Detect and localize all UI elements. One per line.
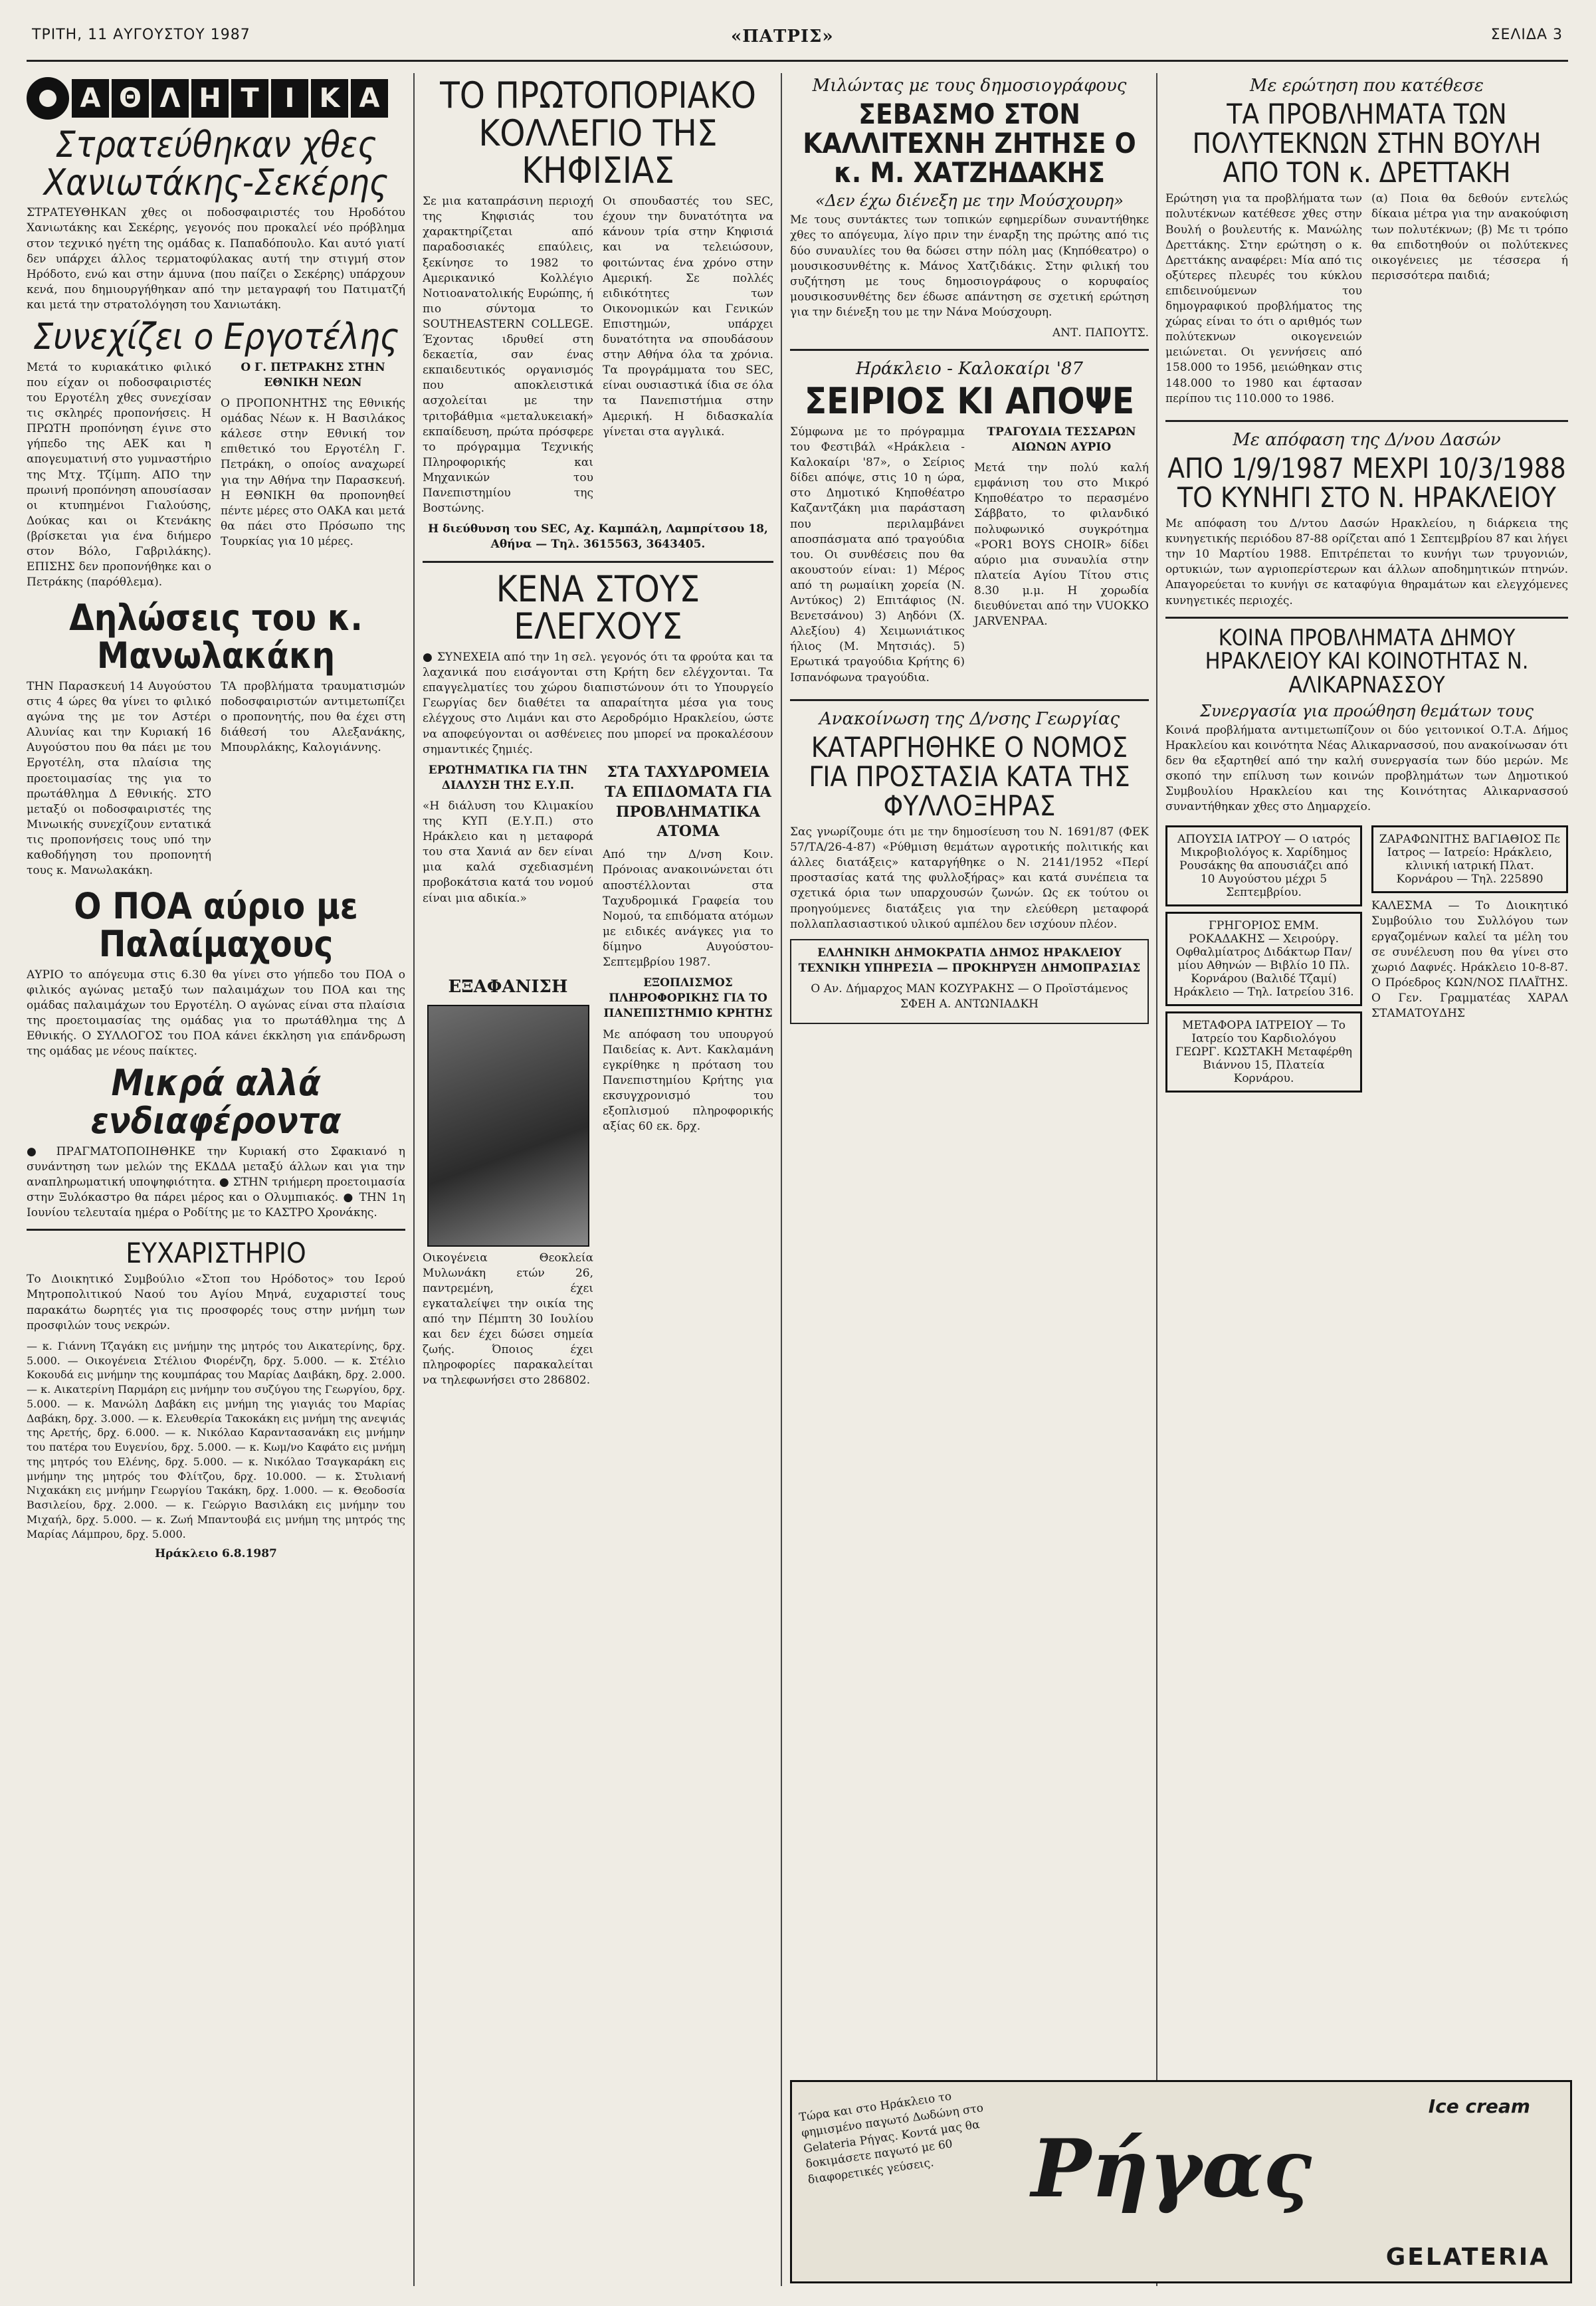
article-text: Ο ΠΡΟΠΟΝΗΤΗΣ της Εθνικής ομάδας Νέων κ. Η Βασιλάκος κάλεσε στην Εθνική τον επιθετικό του Εργοτέλη Γ. Πετράκη, ο οποίος αναχωρεί για την Αθήνα την Παρασκευή. Η ΕΘΝΙΚΗ θα προπονηθεί πέντε μέρες στο ΟΑΚΑ και μετά θα πάει στο Πρόσωπο της Τουρκίας για 10 μέρες. xyxy=(221,397,405,549)
subheading: Ο Γ. ΠΕΤΡΑΚΗΣ ΣΤΗΝ ΕΘΝΙΚΗ ΝΕΩΝ xyxy=(241,360,385,389)
masthead: «ΠΑΤΡΙΣ» xyxy=(731,27,834,47)
article-text: (α) Ποια θα δεθούν εντελώς δίκαια μέτρα για την ανακούφιση των πολυτέκνων; (β) Με τι τρόπο θα επιδοτηθούν οι πολύτεκνες οικογένειες με τέσσερα ή περισσότερα παιδιά; xyxy=(1371,192,1568,282)
article-text: Με απόφαση του υπουργού Παιδείας κ. Αντ. Κακλαμάνη εγκρίθηκε η πρόταση του Πανεπιστημίου Κρήτης για εκσυγχρονισμό του εξοπλισμού πληροφορικής αξίας 60 εκ. δρχ. xyxy=(603,1027,773,1134)
article-text: Από την Δ/νση Κοιν. Πρόνοιας ανακοινώνεται ότι αποστέλλονται στα Ταχυδρομικά Γραφεία του Νομού, τα επιδόματα ατόμων με ειδικές ανάγκες για το δίμηνο Αυγούστου-Σεπτεμβρίου 1987. xyxy=(603,848,773,970)
article-text: Με απόφαση του Δ/ντου Δασών Ηρακλείου, η διάρκεια της κυνηγετικής περιόδου 87-88 ορίζεται από 1 Σεπτεμβρίου 87 και λήγει την 10 Μαρτίου 1988. Επιτρέπεται το κυνήγι των τρυγονιών, ορτυκιών, των αγριοπερίστερων και άλλων αποδημητικών πτηνών. Απαγορεύεται το κυνήγι σε καταφύγια θηραμάτων και ελεγχόμενες κυνηγετικές περιοχές. xyxy=(1165,517,1568,607)
missing-text: Οικογένεια Θεοκλεία Μυλωνάκη ετών 26, παντρεμένη, έχει εγκαταλείψει την οικία της από την Πέμπτη 30 Ιουλίου και δεν έχει δώσει σημεία ζωής. Όποιος έχει πληροφορίες παρακαλείται να τηλεφωνήσει στο 286802. xyxy=(423,1251,593,1388)
article-text: Ερώτηση για τα προβλήματα των πολυτέκνων κατέθεσε χθες στην Βουλή ο βουλευτής κ. Μανώλης Δρεττάκης. Στην ερώτηση ο κ. Δρεττάκης αναφέρει: Μία από τις οξύτερες πλευρές του κύκλου επιδεινούμενων του δημογραφικού προβλήματος της χώρας είναι το ότι ο αριθμός των πολύτεκνων οικογενειών μειώνεται. Οι γεννήσεις από 158.000 το 1956, μειώθηκαν στις 148.000 το 1980 και έφτασαν περίπου τις 110.000 το 1986. xyxy=(1165,192,1362,405)
notice-signatures: Ο Αν. Δήμαρχος ΜΑΝ ΚΟΖΥΡΑΚΗΣ — Ο Προϊστάμενος ΣΦΕΗ Α. ΑΝΤΩΝΙΑΔΚΗ xyxy=(811,982,1128,1011)
missing-title: ΕΞΑΦΑΝΙΣΗ xyxy=(448,977,568,997)
subheading: Συνεργασία για προώθηση θεμάτων τους xyxy=(1200,701,1534,720)
page-number: ΣΕΛΙΔΑ 3 xyxy=(1490,27,1563,43)
issue-date: ΤΡΙΤΗ, 11 ΑΥΓΟΥΣΤΟΥ 1987 xyxy=(32,27,250,43)
kicker: Με ερώτηση που κατέθεσε xyxy=(1250,76,1484,96)
subheading: ΣΤΑ ΤΑΧΥΔΡΟΜΕΙΑ ΤΑ ΕΠΙΔΟΜΑΤΑ ΓΙΑ ΠΡΟΒΛΗΜΑΤΙΚΑ ΑΤΟΜΑ xyxy=(605,763,771,841)
article-text: Μετά το κυριακάτικο φιλικό που είχαν οι ποδοσφαιριστές του Εργοτέλη χθες συνεχίσαν τις σκληρές προπονήσεις. Η ΠΡΩΤΗ προπόνηση έγινε στο γήπεδο της ΑΕΚ και η απογευματινή στο γυμναστήριο της Μτχ. Τζίμπη. ΑΠΟ την πρωινή προπόνηση απουσίασαν οι κτυπημένοι Γιαλούσης, Δούκας και οι Κτενάκης (βρίσκεται για ένα διήμερο στον Βόλο, Γαβριλάκης). ΕΠΙΣΗΣ δεν προπονήθηκε και ο Πετράκης (παρόθλεμα). xyxy=(27,360,211,589)
banner-letter: Η xyxy=(191,79,229,118)
article-text: ΣΤΡΑΤΕΥΘΗΚΑΝ χθες οι ποδοσφαιριστές του Ηροδότου Χανιωτάκης και Σεκέρης, γεγονός που προκαλεί νέο πρόβλημα στον τεχνικό ηγέτη της ομάδας κ. Παπαδόπουλο. Και αυτό γιατί δεν υπάρχει άλλος τερματοφύλακας αυτή την στιγμή στον Ηρόδοτο, ενώ και στην άμυνα (που παίζει ο Σεκέρης) υπάρχουν κενά, που δημιουργήθηκαν από την μεταγραφή του Πατιματζή και μετά την στρατολόγηση του Χανιωτάκη. xyxy=(27,206,405,312)
byline: ΑΝΤ. ΠΑΠΟΥΤΣ. xyxy=(1052,326,1149,340)
headline: ΤΑ ΠΡΟΒΛΗΜΑΤΑ ΤΩΝ ΠΟΛΥΤΕΚΝΩΝ ΣΤΗΝ ΒΟΥΛΗ ΑΠΟ ΤΟΝ κ. ΔΡΕΤΤΑΚΗ xyxy=(1192,98,1542,189)
brand-logo: Ρήγας xyxy=(1031,2122,1312,2216)
banner-letter: Ι xyxy=(271,79,308,118)
banner-letter: Λ xyxy=(151,79,189,118)
article-text: Κοινά προβλήματα αντιμετωπίζουν οι δύο γειτονικοί Ο.Τ.Α. Δήμος Ηρακλείου και κοινότητα Νέας Αλικαρνασσού, που ανακοίνωσαν ότι δεν θα εξαρτηθεί από την καλή συνεργασία των δύο μερών. Με σκοπό την επίλυση των κοινών προβλημάτων των Δημοτικού Συμβουλίου Ηρακλείου και της Κοινότητας Αλικαρνασσού συναντήθηκαν χθες στο Δημαρχείο. xyxy=(1165,723,1568,814)
kicker: Με απόφαση της Δ/νου Δασών xyxy=(1233,429,1501,450)
banner-letter: Θ xyxy=(112,79,149,118)
classified-ad: ΖΑΡΑΦΩΝΙΤΗΣ ΒΑΓΙΑΘΙΟΣ Πε Ιατρος — Ιατρείο: Ηράκλειο, κλινική ιατρική Πλατ. Κορνάρου — Τηλ. 225890 xyxy=(1371,825,1568,893)
sports-banner xyxy=(27,77,405,120)
headline: Ο ΠΟΑ αύριο με Παλαίμαχους xyxy=(74,885,358,965)
classified-ad: ΜΕΤΑΦΟΡΑ ΙΑΤΡΕΙΟΥ — Το Ιατρείο του Καρδιολόγου ΓΕΩΡΓ. ΚΩΣΤΑΚΗ Μεταφέρθη Βιάννου 15, Πλατεία Κορνάρου. xyxy=(1165,1011,1362,1093)
column-rule xyxy=(413,73,415,2286)
headline: ΚΕΝΑ ΣΤΟΥΣ ΕΛΕΓΧΟΥΣ xyxy=(496,568,700,648)
headline: Μικρά αλλά ενδιαφέροντα xyxy=(90,1062,342,1142)
article-text: ● ΣΥΝΕΧΕΙΑ από την 1η σελ. γεγονός ότι τα φρούτα και τα λαχανικά που εισάγονται στη Κρήτη δεν ελέγχονται. Τα επαγγελματίες του χώρου διαπιστώνουν ότι το Υπουργείο Γεωργίας δεν διαθέτει τα απαραίτητα μέσα για τους ελέγχους στο Λιμάνι και στο Αεροδρόμιο Ηρακλείου, ώστε να αποφεύγονται οι ασθένειες που μπορεί να προκαλέσουν σημαντικές ζημιές. xyxy=(423,650,773,756)
ice-cream-label: Ice cream xyxy=(1428,2095,1530,2117)
gelateria-ad xyxy=(790,2080,1572,2283)
column-rule xyxy=(781,73,782,2286)
headline: Συνεχίζει ο Εργοτέλης xyxy=(33,316,399,358)
article-text: «Η διάλυση του Κλιμακίου της ΚΥΠ (Ε.Υ.Π.) στο Ηράκλειο και η μεταφορά του στα Χανιά αν δεν είναι μια καλά σχεδιασμένη προβοκάτσια κατά του νομού είναι μια αδικία.» xyxy=(423,799,593,905)
thanks-title: ΕΥΧΑΡΙΣΤΗΡΙΟ xyxy=(126,1237,306,1270)
kicker: Ανακοίνωση της Δ/νσης Γεωργίας xyxy=(819,708,1120,729)
headline: ΤΟ ΠΡΩΤΟΠΟΡΙΑΚΟ ΚΟΛΛΕΓΙΟ ΤΗΣ ΚΗΦΙΣΙΑΣ xyxy=(440,74,756,192)
article-text: Μετά την πολύ καλή εμφάνιση του στο Μικρό Κηποθέατρο το περασμένο Σάββατο, το φιλανδικό πολυφωνικό συγκρότημα «POR1 BOYS CHOIR» δίδει αύριο μια συναυλία στην πλατεία Αγίου Τίτου στις 8.30 μ.μ. Η χορωδία διευθύνεται από την VUOKKO JARVENPAA. xyxy=(974,461,1149,629)
banner-letter: Κ xyxy=(311,79,348,118)
invitation-text: ΚΑΛΕΣΜΑ — Το Διοικητικό Συμβούλιο του Συλλόγου των εργαζομένων καλεί τα μέλη του σε συνέλευση που θα γίνει στο χωριό Δαφνές. Ηράκλειο 10-8-87. Ο Πρόεδρος ΚΩΝ/ΝΟΣ ΠΛΑΪΤΗΣ. Ο Γεν. Γραμματέας ΧΑΡΑΛ ΣΤΑΜΑΤΟΥΔΗΣ xyxy=(1371,899,1568,1021)
kicker: Μιλώντας με τους δημοσιογράφους xyxy=(812,76,1127,96)
headline: ΑΠΟ 1/9/1987 ΜΕΧΡΙ 10/3/1988 ΤΟ ΚΥΝΗΓΙ ΣΤΟ Ν. ΗΡΑΚΛΕΙΟΥ xyxy=(1167,451,1566,514)
headline: ΣΕΙΡΙΟΣ ΚΙ ΑΠΟΨΕ xyxy=(804,380,1135,423)
subheading: ΕΞΟΠΛΙΣΜΟΣ ΠΛΗΡΟΦΟΡΙΚΗΣ ΓΙΑ ΤΟ ΠΑΝΕΠΙΣΤΗΜΙΟ ΚΡΗΤΗΣ xyxy=(603,976,773,1021)
classified-ad: ΓΡΗΓΟΡΙΟΣ ΕΜΜ. ΡΟΚΑΔΑΚΗΣ — Χειρούργ. Οφθαλμίατρος Διδάκτωρ Παν/μίου Αθηνών — Βιβλίο 10 Πλ. Κορνάρου (Βαλιδέ Τζαμί) Ηράκλειο — Τηλ. Ιατρείου 316. xyxy=(1165,912,1362,1006)
subheading: ΕΡΩΤΗΜΑΤΙΚΑ ΓΙΑ ΤΗΝ ΔΙΑΛΥΣΗ ΤΗΣ Ε.Υ.Π. xyxy=(428,763,588,792)
missing-person-photo xyxy=(427,1005,589,1247)
banner-letter: Α xyxy=(72,79,109,118)
article-text: ● ΠΡΑΓΜΑΤΟΠΟΙΗΘΗΚΕ την Κυριακή στο Σφακιανό η συνάντηση των μελών της ΕΚΔΔΑ μεταξύ άλλων και για την αναπληρωματική υποψηφιότητα. ● ΣΤΗΝ τριήμερη προετοιμασία στην Ξυλόκαστρο θα πάρει μέρος και ο Ολυμπιακός. ● ΤΗΝ 1η Ιουνίου τελευταία ημέρα ο Ροδίτης με το ΚΑΣΤΡΟ Χρονάκης. xyxy=(27,1144,405,1220)
football-icon xyxy=(27,77,69,120)
sports-column xyxy=(27,73,405,2286)
ad-copy: Τώρα και στο Ηράκλειο το φημισμένο παγωτό Δωδώνη στο Gelateria Ρήγας. Κοντά μας θα δοκιμάσετε παγωτό με 60 διαφορετικές γεύσεις. xyxy=(798,2089,985,2187)
headline: ΚΟΙΝΑ ΠΡΟΒΛΗΜΑΤΑ ΔΗΜΟΥ ΗΡΑΚΛΕΙΟΥ ΚΑΙ ΚΟΙΝΟΤΗΤΑΣ Ν. ΑΛΙΚΑΡΝΑΣΣΟΥ xyxy=(1205,624,1529,699)
college-column xyxy=(423,73,773,2286)
college-info: Η διεύθυνση του SEC, Αχ. Καμπάλη, Λαμπρίτσου 18, Αθήνα — Τηλ. 3615563, 3643405. xyxy=(428,522,768,552)
article-text: Οι σπουδαστές του SEC, έχουν την δυνατότητα να κάνουν τρία στην Κηφισιά και να τελειώσουν, φοιτώντας ένα χρόνο στην Αμερική. Σε πολλές ειδικότητες των Οικονομικών και Γενικών Επιστημών, υπάρχει δυνατότητα να σπουδάσουν στην Αθήνα όλα τα χρόνια. Τα προγράμματα του SEC, είναι ουσιαστικά ίδια σε όλα τα Πανεπιστήμια στην Αμερική. Η διδασκαλία γίνεται στα αγγλικά. xyxy=(603,195,773,439)
news-column xyxy=(1165,73,1568,2286)
column-rule xyxy=(1156,73,1157,2286)
article-text: Σύμφωνα με το πρόγραμμα του Φεστιβάλ «Ηράκλεια - Καλοκαίρι '87», ο Σείριος δίδει απόψε, στις 10 η ώρα, στο Δημοτικό Κηποθέατρο Καζαντζάκη μια παράσταση που περιλαμβάνει αποσπάσματα από τραγούδια του. Οι συνθέσεις που θα ακουστούν είναι: 1) Μέρος από τη ρωμαίικη χορεία (Ν. Αντύκος) 2) Επιτάφιος (Ν. Βενετσάνου) 3) Αηδόνι (Χ. Αλεξίου) 4) Χειμωνιάτικος ήλιος (Μ. Μητσιάς). 5) Ερωτικά τραγούδια Κρήτης 6) Ισπανόφωνα τραγούδια. xyxy=(790,425,965,684)
thanks-text: Το Διοικητικό Συμβούλιο «Στοπ του Ηρόδοτος» του Ιερού Μητροπολιτικού Ναού του Αγίου Μηνά, ευχαριστεί τους παρακάτω δωρητές για τις προσφορές τους στην μνήμη των προσφιλών τους νεκρών. xyxy=(27,1273,405,1332)
thanks-signature: Ηράκλειο 6.8.1987 xyxy=(155,1547,277,1561)
subheading: «Δεν έχω διένεξη με την Μούσχουρη» xyxy=(815,191,1124,211)
article-text: ΑΥΡΙΟ το απόγευμα στις 6.30 θα γίνει στο γήπεδο του ΠΟΑ ο φιλικός αγώνας μεταξύ των παλαιμάχων του ΠΟΑ και της ομάδας παλαιμάχων του Εργοτέλη. Ο αγώνας είναι στα πλαίσια της προετοιμασίας της ομάδας για το πρωτάθλημα της Δ Εθνικής. Ο ΣΥΛΛΟΓΟΣ του ΠΟΑ κάνει έκκληση για επάνδρωση της ομάδας με νέους παίκτες. xyxy=(27,968,405,1059)
headline: Στρατεύθηκαν χθες Χανιωτάκης-Σεκέρης xyxy=(43,124,389,203)
article-text: Σας γνωρίζουμε ότι με την δημοσίευση του Ν. 1691/87 (ΦΕΚ 57/ΤΑ/26-4-87) «Ρύθμιση θεμάτων αγροτικής πολιτικής και άλλες διατάξεις» καταργήθηκε ο Ν. 2141/1952 «Περί προστασίας κατά της φυλλοξήρας» και κατά συνέπεια τα σχετικά όρια των υπαρχουσών ζωνών. Ως εκ τούτου οι προηγούμενες διατάξεις για την ελεύθερη μεταφορά πολλαπλασιαστικού υλικού αμπέλου δεν ισχύουν πλέον. xyxy=(790,825,1149,931)
page-header xyxy=(27,27,1568,62)
notice-heading: ΕΛΛΗΝΙΚΗ ΔΗΜΟΚΡΑΤΙΑ ΔΗΜΟΣ ΗΡΑΚΛΕΙΟΥ ΤΕΧΝΙΚΗ ΥΠΗΡΕΣΙΑ — ΠΡΟΚΗΡΥΞΗ ΔΗΜΟΠΡΑΣΙΑΣ xyxy=(798,946,1141,975)
article-text: Σε μια καταπράσινη περιοχή της Κηφισιάς του χαρακτηρίζεται από παραδοσιακές επαύλεις, ξεκίνησε το 1982 το Αμερικανικό Κολλέγιο Νοτιοανατολικής Ευρώπης, ή πιο σύντομα το SOUTHEASTERN COLLEGE. Έχοντας ιδρυθεί στη δεκαετία, σαν ένας εκπαιδευτικός οργανισμός που αποκλειστικά ασχολείται με την τριτοβάθμια «μεταλυκειακή» εκπαίδευση, πρώτα πρόσφερε το πρόγραμμα Τεχνικής Πληροφορικής και Μηχανικών του Πανεπιστημίου της Βοστώνης. xyxy=(423,195,593,516)
headline: ΚΑΤΑΡΓΗΘΗΚΕ Ο ΝΟΜΟΣ ΓΙΑ ΠΡΟΣΤΑΣΙΑ ΚΑΤΑ ΤΗΣ ΦΥΛΛΟΞΗΡΑΣ xyxy=(809,730,1130,822)
gelateria-label: GELATERIA xyxy=(1385,2244,1550,2271)
headline: Δηλώσεις του κ. Μανωλακάκη xyxy=(69,597,363,677)
article-text: ΤΗΝ Παρασκευή 14 Αυγούστου στις 4 ώρες θα γίνει το φιλικό αγώνα της με τον Αστέρι Αλυνίας και την Κυριακή 16 Αυγούστου που θα πάει με του Εργοτέλη, στα πλαίσια της προετοιμασίας της για το πρωτάθλημα Δ Εθνικής. ΣΤΟ μεταξύ οι ποδοσφαιριστές της Μινωικής συνεχίζουν εντατικά τις προπονήσεις τους υπό την καθοδήγηση του προπονητή τους κ. Μανωλακάκη. xyxy=(27,679,211,878)
thanks-names: — κ. Γιάννη Τζαγάκη εις μνήμην της μητρός του Αικατερίνης, δρχ. 5.000. — Οικογένεια Στέλιου Φιορένζη, δρχ. 5.000. — κ. Στέλιο Κοκουδά εις μνήμην της κουμπάρας του Μαρίας Δαιβάκη, δρχ. 2.000. — κ. Αικατερίνη Παρμάρη εις μνήμην του συζύγου της Γεωργίου, δρχ. 5.000. — κ. Μανώλη Δαβάκη εις μνήμη της γιαγιάς του Μαρίας Δαβάκη, δρχ. 3.000. — κ. Ελευθερία Τακοκάκη εις μνήμη της ανεψιάς της Αρετής, δρχ. 6.000. — κ. Νικόλαο Καραντασανάκη εις μνήμην του πατέρα του Ευγενίου, δρχ. 5.000. — κ. Κωμ/νο Καφάτο εις μνήμη της μητρός του Ελένης, δρχ. 5.000. — κ. Νικόλαο Τσαγκαράκη εις μνήμην της μητρός του Φλίτζου, δρχ. 10.000. — κ. Στυλιανή Νιχακάκη εις μνήμην Γεωργίου Τακάκη, δρχ. 1.000. — κ. Θεοδοσία Βασιλείου, δρχ. 2.000. — κ. Γεώργιο Βασιλάκη εις μνήμην του Μιχαήλ, δρχ. 5.000. — κ. Ζωή Μπαντουβά εις μνήμη της μητρός της Μαρίας Λάμπρου, δρχ. 5.000. xyxy=(27,1339,405,1540)
article-text: Με τους συντάκτες των τοπικών εφημερίδων συναντήθηκε χθες το απόγευμα, λίγο πριν την έναρξη της πρώτης από τις δύο συναυλίες του θα δώσει στην πόλη μας (Κηπόθεατρο) ο μουσικοσυνθέτης κ. Μάνος Χατζιδάκις. Στην φιλική του συζήτηση με τους δημοσιογράφους ο κορυφαίος μουσικοσυνθέτης δεν έδωσε απάντηση σε σχετική ερώτηση για την διένεξη του με την Νάνα Μούσχουρη. xyxy=(790,213,1149,319)
banner-letter: Α xyxy=(351,79,388,118)
banner-letter: Τ xyxy=(231,79,268,118)
kicker: Ηράκλειο - Καλοκαίρι '87 xyxy=(855,359,1084,379)
culture-column xyxy=(790,73,1149,2286)
headline: ΣΕΒΑΣΜΟ ΣΤΟΝ ΚΑΛΛΙΤΕΧΝΗ ΖΗΤΗΣΕ Ο κ. Μ. ΧΑΤΖΗΔΑΚΗΣ xyxy=(803,98,1136,189)
subheading: ΤΡΑΓΟΥΔΙΑ ΤΕΣΣΑΡΩΝ ΑΙΩΝΩΝ ΑΥΡΙΟ xyxy=(987,425,1136,454)
article-text: ΤΑ προβλήματα τραυματισμών ποδοσφαιριστών αντιμετωπίζει ο προπονητής, που θα έχει στη διάθεσή του Αλεξανάκης, Μπουρλάκης, Καλογιάννης. xyxy=(221,679,405,755)
classified-ad: ΑΠΟΥΣΙΑ ΙΑΤΡΟΥ — Ο ιατρός Μικροβιολόγος κ. Χαρίδημος Ρουσάκης θα απουσιάζει από 10 Αυγούστου μέχρι 5 Σεπτεμβρίου. xyxy=(1165,825,1362,906)
